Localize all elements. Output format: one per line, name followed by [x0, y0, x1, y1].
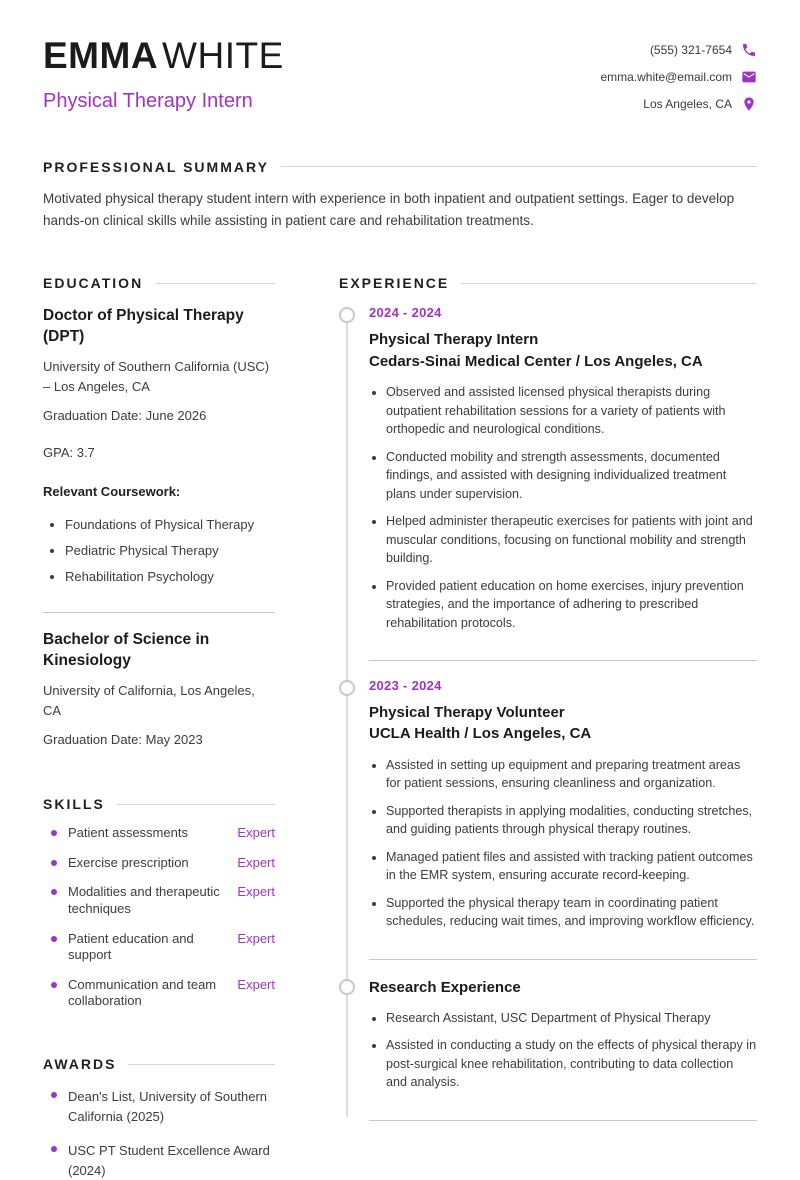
summary-section: [43, 159, 757, 232]
skill-row: [43, 931, 275, 964]
bullet-dot-icon: [51, 936, 57, 942]
awards-section-heading: [43, 1056, 275, 1072]
entry-bullet: • Managed patient files and assisted with tracking patient outcomes in the EMR system, ensuring accurate record-keeping.: [386, 848, 757, 885]
first-name: EMMA: [43, 35, 159, 76]
education-section-heading: [43, 275, 275, 291]
entry-bullet: • Conducted mobility and strength assessments, documented findings, and assisted with designing individualized treatment plans under supervision.: [386, 448, 757, 504]
candidate-name: [43, 36, 284, 77]
experience-entry: [339, 678, 757, 960]
skill-level: Expert: [237, 976, 275, 992]
heading-rule: [155, 283, 275, 284]
degree-entry: [43, 612, 275, 750]
entry-organization: UCLA Health / Los Angeles, CA: [369, 725, 592, 743]
heading-rule: [461, 283, 757, 284]
entry-bullet: • Helped administer therapeutic exercises for patients with joint and muscular conditions, focusing on functional mobility and strength building.: [386, 512, 757, 568]
mail-icon: [741, 69, 757, 85]
awards-heading-text: AWARDS: [43, 1056, 117, 1073]
bullet-dot-icon: [51, 982, 57, 988]
experience-heading-text: EXPERIENCE: [339, 275, 450, 292]
bullet-dot-icon: [51, 1092, 57, 1098]
entry-bullet: • Research Assistant, USC Department of Physical Therapy: [386, 1009, 757, 1028]
header-identity: [43, 36, 284, 113]
contact-phone-row: [600, 42, 757, 58]
skills-heading-text: SKILLS: [43, 796, 105, 813]
right-column: [339, 275, 757, 1137]
award-row: [43, 1087, 275, 1126]
phone-number: (555) 321-7654: [649, 43, 732, 57]
entry-title: Physical Therapy Intern: [369, 331, 539, 349]
heading-rule: [128, 1064, 275, 1065]
skill-name: Patient assessments: [68, 825, 188, 841]
degree-title: Doctor of Physical Therapy (DPT): [43, 307, 244, 345]
experience-entry-body: [369, 678, 757, 960]
location-text: Los Angeles, CA: [643, 97, 732, 111]
bullet-dot-icon: [51, 860, 57, 866]
entry-date: 2023 - 2024: [369, 678, 442, 693]
award-row: [43, 1141, 275, 1180]
entry-title: Physical Therapy Volunteer: [369, 704, 565, 721]
summary-heading-text: PROFESSIONAL SUMMARY: [43, 158, 269, 175]
skills-section-heading: [43, 796, 275, 812]
header: [43, 36, 757, 113]
location-icon: [741, 96, 757, 112]
heading-rule: [117, 804, 275, 805]
skill-level: Expert: [237, 825, 275, 841]
left-column: [43, 275, 275, 1180]
experience-entry: [339, 305, 757, 661]
degree-graduation: Graduation Date: May 2023: [43, 731, 203, 747]
bullet-dot-icon: [51, 830, 57, 836]
degree-entry: [43, 306, 275, 584]
bullet-dot-icon: [51, 1146, 57, 1152]
skill-name: Communication and team collaboration: [68, 976, 217, 1009]
entry-bullet: • Assisted in setting up equipment and preparing treatment areas for patient sessions, ensuring cleanliness and organization.: [386, 756, 757, 793]
heading-rule: [281, 166, 757, 167]
skill-level: Expert: [237, 854, 275, 870]
contact-info: [600, 42, 757, 112]
entry-bullet: • Supported the physical therapy team in coordinating patient schedules, reducing wait times, and improving workflow efficiency.: [386, 894, 757, 931]
entry-bullet: • Assisted in conducting a study on the effects of physical therapy in post-surgical knee rehabilitation, contributing to data collection and analysis.: [386, 1036, 757, 1092]
experience-section-heading: [339, 275, 757, 291]
entry-title: Research Experience: [369, 978, 521, 996]
award-text: USC PT Student Excellence Award (2024): [68, 1143, 270, 1178]
degree-gpa: GPA: 3.7: [43, 445, 95, 461]
entry-date: 2024 - 2024: [369, 305, 442, 321]
education-heading-text: EDUCATION: [43, 275, 144, 292]
award-text: Dean's List, University of Southern California (2025): [68, 1089, 268, 1124]
coursework-item: • Foundations of Physical Therapy: [65, 517, 275, 532]
skill-level: Expert: [237, 884, 275, 900]
experience-entry: [339, 977, 757, 1121]
skill-name: Patient education and support: [68, 930, 194, 963]
skill-name: Exercise prescription: [68, 854, 189, 870]
entry-bullet: • Observed and assisted licensed physical therapists during outpatient rehabilitation sessions for a variety of patients with orthopedic and neurological conditions.: [386, 383, 757, 439]
entry-bullets: [369, 383, 757, 632]
contact-location-row: [600, 96, 757, 112]
skills-section: [43, 796, 275, 1010]
skill-row: [43, 825, 275, 842]
entry-bullet: • Provided patient education on home exercises, injury prevention strategies, and the importance of adhering to prescribed rehabilitation protocols.: [386, 577, 757, 633]
coursework-list: [43, 517, 275, 584]
phone-icon: [741, 42, 757, 58]
job-title: Physical Therapy Intern: [43, 89, 253, 112]
entry-bullet: • Supported therapists in applying modalities, conducting stretches, and guiding patients through physical therapy routines.: [386, 802, 757, 839]
email-address: emma.white@email.com: [600, 70, 732, 84]
education-section: [43, 275, 275, 750]
contact-email-row: [600, 69, 757, 85]
skill-row: [43, 855, 275, 872]
degree-school: University of California, Los Angeles, CA: [43, 682, 255, 718]
degree-school: University of Southern California (USC) – Los Angeles, CA: [43, 358, 270, 394]
summary-section-heading: [43, 159, 757, 175]
last-name: WHITE: [162, 35, 284, 76]
experience-section: [339, 275, 757, 1120]
bullet-dot-icon: [51, 889, 57, 895]
experience-entry-body: [369, 977, 757, 1121]
entry-bullets: [369, 1009, 757, 1092]
skill-row: [43, 884, 275, 917]
skill-name: Modalities and therapeutic techniques: [68, 884, 220, 916]
coursework-block: [43, 482, 275, 584]
awards-section: [43, 1056, 275, 1180]
coursework-item: • Pediatric Physical Therapy: [65, 543, 275, 558]
experience-entry-body: [369, 305, 757, 661]
coursework-label: Relevant Coursework:: [43, 484, 181, 500]
experience-timeline: [339, 305, 757, 1120]
content-columns: [43, 275, 757, 1180]
skill-row: [43, 977, 275, 1010]
degree-graduation: Graduation Date: June 2026: [43, 407, 207, 423]
summary-text: Motivated physical therapy student intern with experience in both inpatient and outpatient settings. Eager to develop hands-on clinical skills while assisting in patient care and rehabilitation treatments.: [43, 190, 735, 228]
skill-level: Expert: [237, 930, 275, 946]
coursework-item: • Rehabilitation Psychology: [65, 569, 275, 584]
entry-organization: Cedars-Sinai Medical Center / Los Angeles, CA: [369, 352, 703, 370]
degree-title: Bachelor of Science in Kinesiology: [43, 631, 210, 669]
entry-bullets: [369, 756, 757, 931]
